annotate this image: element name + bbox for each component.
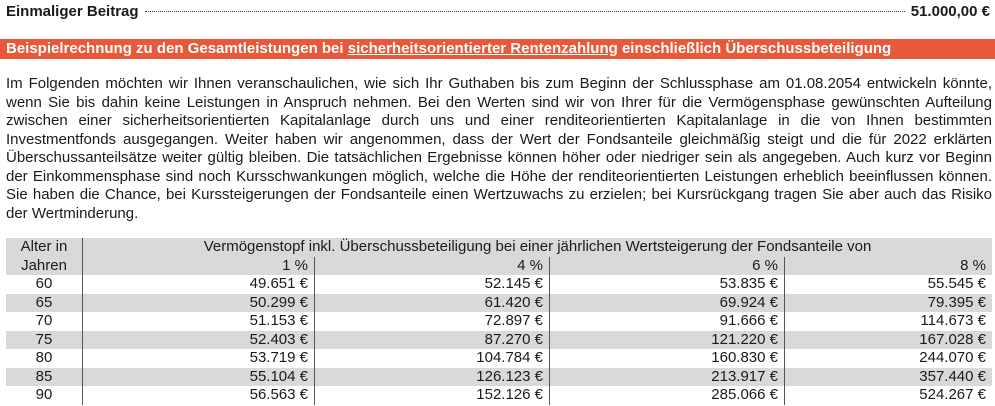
projection-table [6,238,992,405]
age-cell: 70 [6,312,83,331]
value-cell: 50.299 € [83,294,315,313]
value-cell: 160.830 € [550,349,785,368]
value-cell: 357.440 € [785,368,993,387]
value-cell: 285.066 € [550,386,785,405]
value-cell: 53.719 € [83,349,315,368]
age-cell: 80 [6,349,83,368]
dotted-leader [145,11,905,12]
age-cell: 65 [6,294,83,313]
single-contribution-value: 51.000,00 € [910,3,990,20]
age-cell: 90 [6,386,83,405]
single-contribution-label: Einmaliger Beitrag [6,3,139,20]
value-cell: 56.563 € [83,386,315,405]
age-cell: 60 [6,275,83,294]
value-cell: 167.028 € [785,331,993,350]
value-cell: 91.666 € [550,312,785,331]
value-cell: 52.403 € [83,331,315,350]
rate-header: 4 % [315,257,550,276]
value-cell: 53.835 € [550,275,785,294]
value-cell: 126.123 € [315,368,550,387]
value-cell: 121.220 € [550,331,785,350]
rate-header: 6 % [550,257,785,276]
value-cell: 213.917 € [550,368,785,387]
age-header-2: Jahren [6,257,83,276]
value-cell: 69.924 € [550,294,785,313]
value-cell: 79.395 € [785,294,993,313]
value-cell: 55.545 € [927,275,986,292]
table-rate-row [6,257,992,276]
table-header-row [6,238,992,257]
value-cell: 152.126 € [315,386,550,405]
table-row [6,312,992,331]
banner-underlined: sicherheitsorientierter Rentenzahlung [347,40,618,57]
table-row [6,294,992,313]
rate-header: 8 % [785,257,993,276]
value-cell: 104.784 € [315,349,550,368]
value-cell: 524.267 € [919,386,986,403]
single-contribution-line [6,3,990,25]
table-row [6,368,992,387]
explanation-paragraph: Im Folgenden möchten wir Ihnen veranschaulichen, wie sich Ihr Guthaben bis zum Beginn der Schlussphase am 01.08.2054 entwickeln könnte, wenn Sie bis dahin keine Leistungen in Anspruch nehmen. Bei den Werten sind wir von Ihrer für die Vermögensphase gewünschten Aufteilung zwischen einer sicherheitsorientierten Kapitalanlage durch uns und einer renditeorientierten Kapitalanlage in die von Ihnen bestimmten Investmentfonds ausgegangen. Weiter haben wir angenommen, dass der Wert der Fondsanteile gleichmäßig steigt und die für 2022 erklärten Überschussanteilsätze weiter gültig bleiben. Die tatsächlichen Ergebnisse können höher oder niedriger sein als angegeben. Auch kurz vor Beginn der Einkommensphase sind noch Kursschwankungen möglich, welche die Höhe der renditeorientierten Leistungen erheblich beeinflussen können. Sie haben die Chance, bei Kurssteigerungen der Fondsanteile einen Wertzuwachs zu erzielen; bei Kursrückgang tragen Sie aber auch das Risiko der Wertminderung. [6,75,992,222]
table-row [6,331,992,350]
value-cell: 51.153 € [83,312,315,331]
table-row [6,349,992,368]
value-cell: 49.651 € [83,275,315,294]
age-cell: 75 [6,331,83,350]
value-cell: 55.104 € [83,368,315,387]
age-header: Alter in [6,238,83,257]
section-banner [0,39,995,59]
value-cell: 87.270 € [315,331,550,350]
table-row [6,386,992,405]
value-cell: 244.070 € [919,349,986,366]
banner-suffix: einschließlich Überschussbeteiligung [617,40,892,57]
value-cell: 72.897 € [315,312,550,331]
value-cell: 61.420 € [315,294,550,313]
table-row [6,275,992,294]
span-header: Vermögenstopf inkl. Überschussbeteiligung bei einer jährlichen Wertsteigerung der Fondsanteile von [83,238,993,257]
value-cell: 52.145 € [315,275,550,294]
age-cell: 85 [6,368,83,387]
banner-prefix: Beispielrechnung zu den Gesamtleistungen bei [6,40,348,57]
rate-header: 1 % [83,257,315,276]
value-cell: 114.673 € [920,312,986,329]
